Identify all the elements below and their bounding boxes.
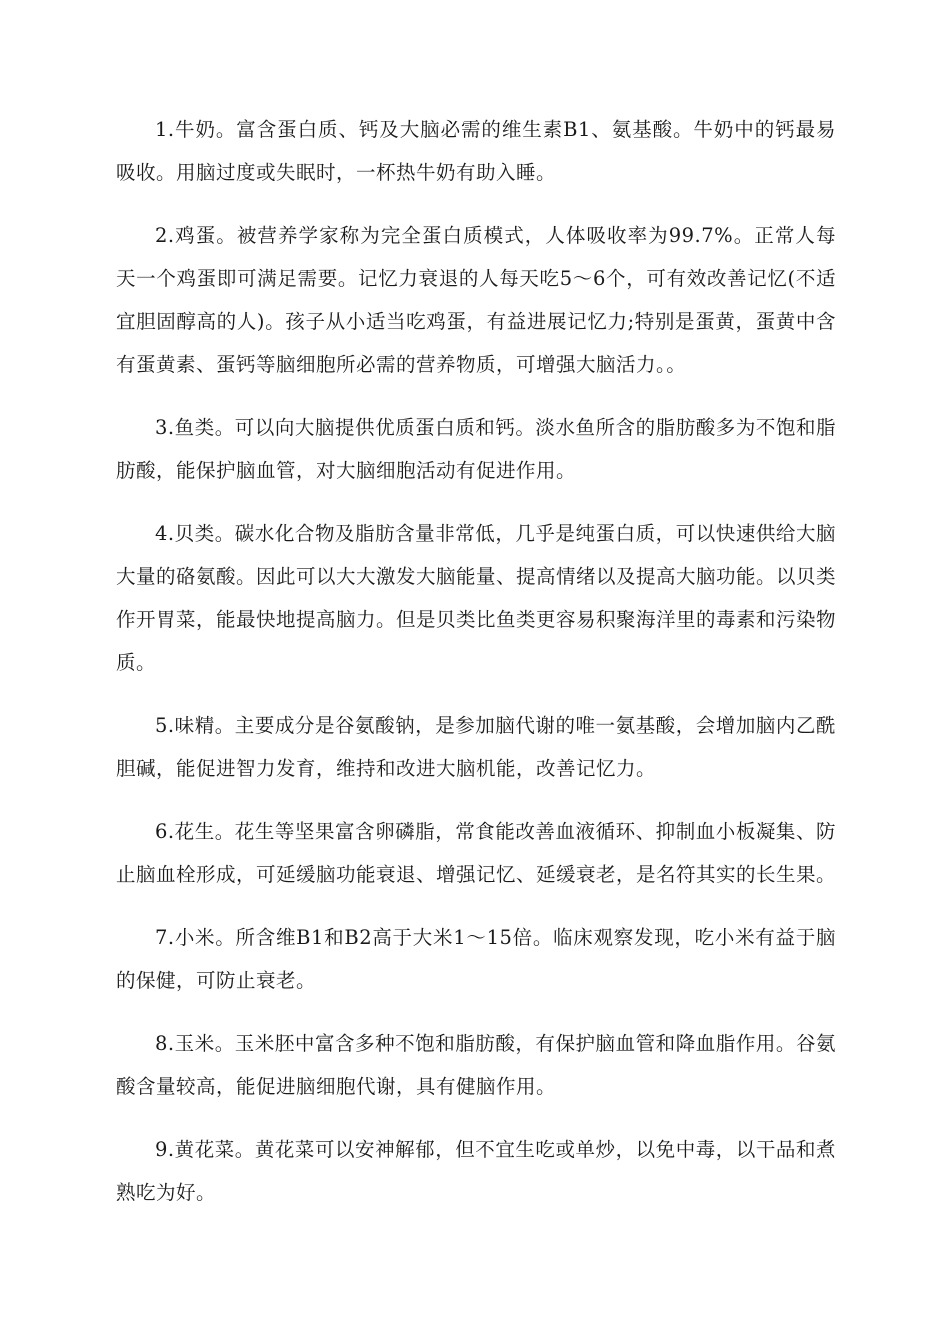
- paragraph-peanut: 6.花生。花生等坚果富含卵磷脂，常食能改善血液循环、抑制血小板凝集、防止脑血栓形成，可延缓脑功能衰退、增强记忆、延缓衰老，是名符其实的长生果。: [116, 820, 837, 886]
- paragraph-millet: 7.小米。所含维B1和B2高于大米1～15倍。临床观察发现，吃小米有益于脑的保健，可防止衰老。: [116, 926, 836, 992]
- paragraph-corn: 8.玉米。玉米胚中富含多种不饱和脂肪酸，有保护脑血管和降血脂作用。谷氨酸含量较高，能促进脑细胞代谢，具有健脑作用。: [116, 1032, 836, 1098]
- paragraph-msg: 5.味精。主要成分是谷氨酸钠，是参加脑代谢的唯一氨基酸，会增加脑内乙酰胆碱，能促进智力发育，维持和改进大脑机能，改善记忆力。: [116, 714, 836, 780]
- paragraph-daylily: 9.黄花菜。黄花菜可以安神解郁，但不宜生吃或单炒，以免中毒，以干品和煮熟吃为好。: [116, 1138, 836, 1204]
- paragraph-shellfish: 4.贝类。碳水化合物及脂肪含量非常低，几乎是纯蛋白质，可以快速供给大脑大量的硌氨酸。因此可以大大激发大脑能量、提高情绪以及提高大脑功能。以贝类作开胃菜，能最快地提高脑力。但是贝类比鱼类更容易积聚海洋里的毒素和污染物质。: [116, 522, 837, 674]
- paragraph-egg: 2.鸡蛋。被营养学家称为完全蛋白质模式，人体吸收率为99.7%。正常人每天一个鸡蛋即可满足需要。记忆力衰退的人每天吃5～6个，可有效改善记忆(不适宜胆固醇高的人)。孩子从小适当吃鸡蛋，有益进展记忆力;特别是蛋黄，蛋黄中含有蛋黄素、蛋钙等脑细胞所必需的营养物质，可增强大脑活力。。: [116, 224, 836, 376]
- paragraph-fish: 3.鱼类。可以向大脑提供优质蛋白质和钙。淡水鱼所含的脂肪酸多为不饱和脂肪酸，能保护脑血管，对大脑细胞活动有促进作用。: [116, 416, 836, 482]
- document-body: [116, 108, 836, 1234]
- paragraph-milk: 1.牛奶。富含蛋白质、钙及大脑必需的维生素B1、氨基酸。牛奶中的钙最易吸收。用脑过度或失眠时，一杯热牛奶有助入睡。: [116, 118, 836, 184]
